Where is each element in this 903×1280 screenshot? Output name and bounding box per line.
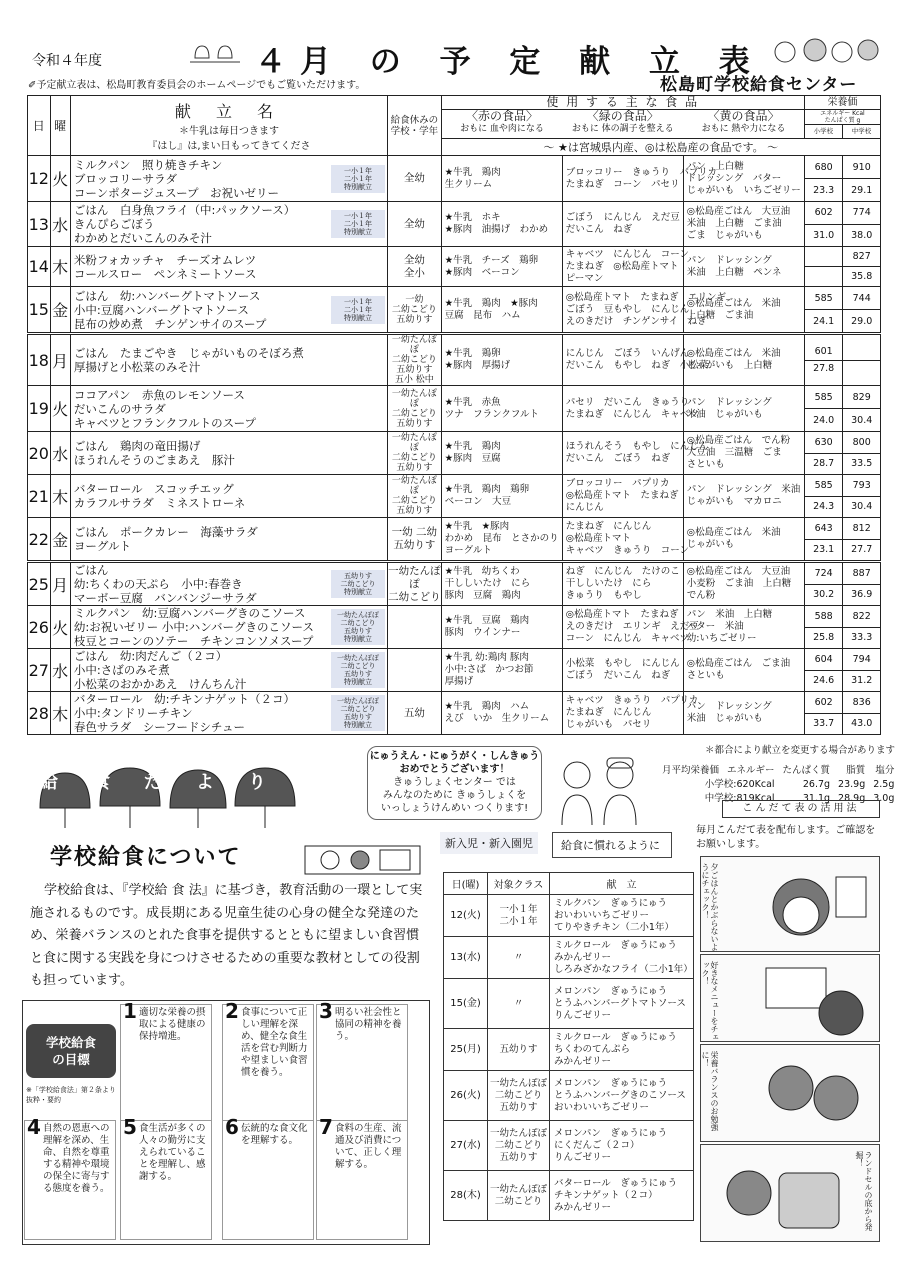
day-number: 12 (28, 156, 51, 202)
goal-item: 4 自然の恩恵への理解を深め、生命、自然を尊重する精神や環境の保全に寄与する態度を養う。 (24, 1120, 116, 1240)
elem-nutrition: 601 27.8 (804, 334, 843, 386)
red-foods: ★牛乳 幼ちくわ 干ししいたけ にら 豚肉 豆腐 鶏肉 (441, 562, 562, 606)
menu-row (28, 334, 881, 386)
red-foods: ★牛乳 ホキ ★豚肉 油揚げ わかめ (441, 202, 562, 247)
new-student-row: 13(水) 〃 ミルクロール ぎゅうにゅう みかんゼリー しろみざかなフライ（二小1年） (444, 937, 694, 979)
closed-classes: 一幼たんぽぽ 二幼こどり 五幼りす (388, 475, 442, 518)
meal-tray-icon (300, 838, 425, 878)
menu-dishes (70, 562, 387, 606)
menu-dishes (70, 247, 387, 287)
menu-row (28, 692, 881, 735)
dish-name: きんぴらごぼう (73, 217, 155, 231)
yellow-foods: ◎松島産ごはん 大豆油 小麦粉 ごま油 上白糖 でん粉 (683, 562, 804, 606)
day-number: 19 (28, 386, 51, 432)
goal-item: 5 食生活が多くの人々の勤労に支えられていることを理解し、感謝する。 (120, 1120, 212, 1240)
closed-classes: 一幼たんぽぽ 二幼こどり (388, 562, 442, 606)
special-menu-tag: 一小１年 二小１年 特別献立 (331, 165, 385, 193)
goal-item: 7 食料の生産、流通及び消費について、正しく理解する。 (316, 1120, 408, 1240)
red-foods: ★牛乳 鶏肉 ★豚肉 豆腐 (441, 432, 562, 475)
comic-backpack-icon (709, 1153, 849, 1238)
menu-row (28, 156, 881, 202)
special-menu-tag: 五幼りす 二幼こどり 特別献立 (331, 570, 385, 598)
weekday: 金 (50, 518, 70, 562)
green-foods: にんじん ごぼう いんげん だいこん もやし ねぎ 小松菜 (562, 334, 683, 386)
closed-classes: 一幼たんぽぽ 二幼こどり 五幼りす (388, 386, 442, 432)
special-menu-tag: 一小１年 二小１年 特別献立 (331, 296, 385, 324)
header-dow: 曜 (50, 96, 70, 156)
new-students-subtitle: 給食に慣れるように (552, 832, 672, 858)
dish-name: ごはん 鶏肉の竜田揚げ (73, 439, 201, 453)
elem-nutrition: 602 33.7 (804, 692, 843, 735)
comic-girl-icon (741, 867, 871, 947)
new-students-table: 日(曜) 対象クラス 献 立 12(火) 一小１年 二小１年 ミルクパン ぎゅうにゅう おいわいいちごゼリー てりやきチキン（二小1年） 13(水) 〃 ミルクロール ぎゅうにゅう みかんゼリー しろみざかなフライ（二小1年） 15(金) 〃 メロンパン ぎゅうにゅう とうふハンバーグトマトソース りんごゼリー 25(月) 五幼りす ミルクロール ぎゅうにゅう ちくわのてんぷら みかんゼリー 26(火) 一幼たんぽぽ 二幼こどり 五幼りす メロンパン ぎゅうにゅう とうふハンバーグきのこソース おいわいいちごゼリー 27(水) 一幼たんぽぽ 二幼こどり 五幼りす メロンパン ぎゅうにゅう にくだんご（２コ） りんごゼリー 28(木) 一幼たんぽぽ 二幼こどり バターロール ぎゅうにゅう チキンナゲット（２コ） みかんゼリー (443, 872, 694, 1221)
elem-nutrition: 588 25.8 (804, 606, 843, 649)
new-student-row: 26(火) 一幼たんぽぽ 二幼こどり 五幼りす メロンパン ぎゅうにゅう とうふハンバーグきのこソース おいわいいちごゼリー (444, 1071, 694, 1121)
new-student-row: 28(木) 一幼たんぽぽ 二幼こどり バターロール ぎゅうにゅう チキンナゲット（２コ） みかんゼリー (444, 1171, 694, 1221)
usage-title: こんだて表の活用法 (722, 800, 880, 818)
cloud-characters-icon (770, 38, 880, 70)
day-number: 13 (28, 202, 51, 247)
mid-nutrition: 827 35.8 (843, 247, 881, 287)
day-number: 21 (28, 475, 51, 518)
new-student-row: 12(火) 一小１年 二小１年 ミルクパン ぎゅうにゅう おいわいいちごゼリー てりやきチキン（二小1年） (444, 895, 694, 937)
mid-nutrition: 794 31.2 (843, 649, 881, 692)
congrats-bubble: にゅうえん・にゅうがく・しんきゅう おめでとうございます！ きゅうしょくセンター では みんなのために きゅうしょくを いっしょうけんめい つくります! (367, 746, 542, 820)
local-produce-note: ～ ★は宮城県内産、◎は松島産の食品です。 ～ (441, 139, 880, 156)
header-green: 〈緑の食品〉 (586, 109, 659, 123)
header-closed: 給食休みの学校・学年 (388, 96, 442, 156)
weekday: 木 (50, 475, 70, 518)
weekday: 木 (50, 247, 70, 287)
about-title: 学校給食について (50, 845, 242, 870)
dish-name: 昆布の炒め煮 チンゲンサイのスープ (73, 316, 267, 331)
closed-classes: 一幼 二幼こどり 五幼りす (388, 287, 442, 334)
menu-row (28, 606, 881, 649)
green-foods: ブロッコリー パプリカ ◎松島産トマト たまねぎ にんじん (562, 475, 683, 518)
dish-name: 米粉フォカッチャ チーズオムレツ (73, 252, 257, 267)
disclaimer: ＊都合により献立を変更する場合があります (705, 745, 896, 756)
closed-classes: 全幼 全小 (388, 247, 442, 287)
dish-name: ごはん 幼:ハンバーグトマトソース (73, 288, 261, 303)
mid-nutrition (843, 334, 881, 386)
green-foods: ◎松島産トマト たまねぎ えのきだけ エリンギ えだ豆 コーン にんじん キャベツ (562, 606, 683, 649)
menu-row (28, 386, 881, 432)
elem-nutrition: 585 24.3 (804, 475, 843, 518)
red-foods: ★牛乳 幼:鶏肉 豚肉 小中:さば かつお節 厚揚げ (441, 649, 562, 692)
dish-name: ごはん 白身魚フライ（中:パックソース） (73, 203, 296, 217)
dish-name: ごはん たまごやき じゃがいものそぼろ煮 (73, 346, 304, 360)
goals-badge: 学校給食 の目標 (26, 1024, 116, 1078)
dish-name: ココアパン 赤魚のレモンソース (73, 387, 245, 402)
goal-item: 3 明るい社会性と協同の精神を養う。 (316, 1004, 408, 1124)
green-foods: ブロッコリー きゅうり パプリカ たまねぎ コーン パセリ (562, 156, 683, 202)
comic-girls-icon (741, 1053, 871, 1138)
elem-nutrition: 585 24.1 (804, 287, 843, 334)
yellow-foods: ◎松島産ごはん 大豆油 米油 上白糖 ごま油 ごま じゃがいも (683, 202, 804, 247)
dish-name: コーンポタージュスープ お祝いゼリー (73, 185, 280, 200)
day-number: 14 (28, 247, 51, 287)
special-menu-tag: 一幼たんぽぽ 二幼こどり 五幼りす 特別献立 (331, 609, 385, 645)
menu-dishes (70, 432, 387, 475)
closed-classes: 一幼たんぽぽ 二幼こどり 五幼りす (388, 432, 442, 475)
day-number: 27 (28, 649, 51, 692)
weekday: 火 (50, 386, 70, 432)
mid-nutrition: 774 38.0 (843, 202, 881, 247)
closed-classes: 五幼 (388, 692, 442, 735)
menu-dishes (70, 334, 387, 386)
menu-dishes (70, 287, 387, 334)
new-students-title: 新入児・新入園児 (440, 832, 538, 854)
red-foods: ★牛乳 ★豚肉 わかめ 昆布 とさかのり ヨーグルト (441, 518, 562, 562)
closed-classes (388, 606, 442, 649)
comic-panel-3: 栄養バランスのお勉強に！ (700, 1044, 880, 1142)
mid-nutrition: 800 33.5 (843, 432, 881, 475)
special-menu-tag: 一幼たんぽぽ 二幼こどり 五幼りす 特別献立 (331, 695, 385, 731)
usage-text: 毎月こんだて表を配布します。ご確認をお願いします。 (696, 825, 876, 850)
dish-name: ごはん ポークカレー 海藻サラダ (73, 525, 258, 539)
dish-name: ミルクパン 幼:豆腐ハンバーグきのこソース (73, 606, 306, 620)
menu-table (27, 95, 881, 735)
weekday: 火 (50, 606, 70, 649)
chopsticks-note: 『はし』は,まい日もってきてくださ (147, 141, 311, 152)
header-day: 日 (28, 96, 51, 156)
weekday: 水 (50, 432, 70, 475)
red-foods: ★牛乳 鶏肉 ★豚肉 豆腐 昆布 ハム (441, 287, 562, 334)
menu-dishes (70, 202, 387, 247)
weekday: 月 (50, 334, 70, 386)
menu-row (28, 562, 881, 606)
yellow-foods: パン ドレッシング 米油 じゃがいも (683, 386, 804, 432)
page-title: ４月 の 予 定 献 立 表 (255, 44, 764, 80)
elem-nutrition: 680 23.3 (804, 156, 843, 202)
yellow-foods: ◎松島産ごはん 米油 じゃがいも 上白糖 (683, 334, 804, 386)
menu-dishes (70, 606, 387, 649)
menu-row (28, 518, 881, 562)
closed-classes: 全幼 (388, 156, 442, 202)
green-foods: 小松菜 もやし にんじん ごぼう だいこん ねぎ (562, 649, 683, 692)
comic-panel-2: 好きなメニューをチェック！ (700, 954, 880, 1042)
day-number: 15 (28, 287, 51, 334)
red-foods: ★牛乳 豆腐 鶏肉 豚肉 ウインナー (441, 606, 562, 649)
yellow-foods: パン ドレッシング 米油 じゃがいも マカロニ (683, 475, 804, 518)
elem-nutrition: 630 28.7 (804, 432, 843, 475)
green-foods: ◎松島産トマト たまねぎ エリンギ ごぼう 豆もやし にんじん えのきだけ チンゲンサイ ねぎ (562, 287, 683, 334)
weekday: 木 (50, 692, 70, 735)
yellow-foods: ◎松島産ごはん 米油 上白糖 ごま油 (683, 287, 804, 334)
yellow-foods: ◎松島産ごはん ごま油 さといも (683, 649, 804, 692)
dish-name: 幼:お祝いゼリー 小中:ハンバーグきのこソース (73, 620, 314, 634)
about-text: 学校給食は、『学校給 食 法』に基づき，教育活動の一環として実施されるものです。成長期にある児童生徒の心身の健全な発達のため、栄養バランスのとれた食事を提供するとともに望ましい食習慣と食に関する実践を身につけさせるための重要な教材としての役割も担っています。 (30, 883, 423, 988)
menu-dishes (70, 475, 387, 518)
closed-classes (388, 649, 442, 692)
dish-name: カラフルサラダ ミネストローネ (73, 496, 246, 510)
menu-dishes (70, 518, 387, 562)
day-number: 28 (28, 692, 51, 735)
mid-nutrition: 829 30.4 (843, 386, 881, 432)
weekday: 火 (50, 156, 70, 202)
dish-name: 小松菜のおかかあえ けんちん汁 (73, 677, 247, 691)
notice-text: ✐予定献立表は、松島町教育委員会のホームページでもご覧いただけます。 (28, 80, 366, 91)
weekday: 月 (50, 562, 70, 606)
dish-name: バターロール 幼:チキンナゲット（２コ） (73, 692, 295, 706)
header-yellow: 〈黄の食品〉 (707, 109, 780, 123)
menu-dishes (70, 649, 387, 692)
goals-reference: ※「学校給食法」第２条より 抜粋・要約 (26, 1086, 116, 1104)
mid-nutrition: 887 36.9 (843, 562, 881, 606)
day-number: 18 (28, 334, 51, 386)
green-foods: ねぎ にんじん たけのこ 干ししいたけ にら きゅうり もやし (562, 562, 683, 606)
elem-nutrition (804, 247, 843, 287)
elem-nutrition: 602 31.0 (804, 202, 843, 247)
dish-name: 枝豆とコーンのソテー チキンコンソメスープ (73, 634, 314, 648)
dish-name: 幼:ちくわの天ぷら 小中:春巻き (73, 577, 243, 591)
goal-item: 1 適切な栄養の摂取による健康の保持増進。 (120, 1004, 212, 1124)
new-student-row: 15(金) 〃 メロンパン ぎゅうにゅう とうふハンバーグトマトソース りんごゼリー (444, 979, 694, 1029)
mid-nutrition: 836 43.0 (843, 692, 881, 735)
yellow-foods: パン ドレッシング 米油 上白糖 ペンネ (683, 247, 804, 287)
menu-row (28, 202, 881, 247)
day-number: 22 (28, 518, 51, 562)
green-foods: たまねぎ にんじん ◎松島産トマト キャベツ きゅうり コーン (562, 518, 683, 562)
green-foods: キャベツ にんじん コーン たまねぎ ◎松島産トマト ピーマン (562, 247, 683, 287)
menu-dishes (70, 156, 387, 202)
dish-name: ごはん 幼:肉だんご（２コ） (73, 649, 228, 663)
red-foods: ★牛乳 鶏肉 ハム えび いか 生クリーム (441, 692, 562, 735)
green-foods: キャベツ きゅうり パプリカ たまねぎ にんじん じゃがいも パセリ (562, 692, 683, 735)
tulip-icon (190, 40, 240, 64)
goal-item: 6 伝統的な食文化を理解する。 (222, 1120, 314, 1240)
dish-name: ほうれんそうのごまあえ 豚汁 (73, 453, 235, 467)
closed-classes: 一幼 二幼 五幼りす (388, 518, 442, 562)
red-foods: ★牛乳 チーズ 鶏卵 ★豚肉 ベーコン (441, 247, 562, 287)
header-ingredients: 使 用 す る 主 な 食 品 〈赤の食品〉 おもに 血や肉になる 〈緑の食品〉 おもに 体の調子を整える 〈黄の食品〉 おもに 熱や力になる (441, 96, 804, 139)
comic-boy-icon (741, 963, 871, 1038)
dish-name: ヨーグルト (73, 539, 132, 553)
elem-nutrition: 604 24.6 (804, 649, 843, 692)
day-number: 26 (28, 606, 51, 649)
average-nutrition: 月平均栄養価 エネルギー たんぱく質 脂質 塩分 小学校:620Kcal 26.7g 23.9g 2.5g 中学校:819Kcal 31.1g 28.9g 3.0g (662, 765, 895, 804)
elem-nutrition: 585 24.0 (804, 386, 843, 432)
weekday: 水 (50, 649, 70, 692)
elem-nutrition: 724 30.2 (804, 562, 843, 606)
red-foods: ★牛乳 赤魚 ツナ フランクフルト (441, 386, 562, 432)
menu-row (28, 432, 881, 475)
menu-row (28, 475, 881, 518)
dish-name: 小中:豆腐ハンバーグトマトソース (73, 302, 249, 317)
red-foods: ★牛乳 鶏肉 鶏卵 ベーコン 大豆 (441, 475, 562, 518)
day-number: 25 (28, 562, 51, 606)
yellow-foods: パン 上白糖 ドレッシング バター じゃがいも いちごゼリー (683, 156, 804, 202)
milk-note: ＊牛乳は毎日つきます (178, 126, 279, 137)
school-year: 令和４年度 (32, 53, 102, 69)
dish-name: バターロール スコッチエッグ (73, 482, 234, 496)
menu-dishes (70, 386, 387, 432)
yellow-foods: パン ドレッシング 米油 じゃがいも (683, 692, 804, 735)
new-student-row: 27(水) 一幼たんぽぽ 二幼こどり 五幼りす メロンパン ぎゅうにゅう にくだんご（２コ） りんごゼリー (444, 1121, 694, 1171)
yellow-foods: ◎松島産ごはん でん粉 大豆油 三温糖 ごま さといも (683, 432, 804, 475)
dish-name: 厚揚げと小松菜のみそ汁 (73, 360, 201, 374)
comic-panel-4: ランドセルの底から発掘！ (700, 1144, 880, 1242)
mid-nutrition: 910 29.1 (843, 156, 881, 202)
dish-name: わかめとだいこんのみそ汁 (73, 231, 212, 245)
special-menu-tag: 一幼たんぽぽ 二幼こどり 五幼りす 特別献立 (331, 652, 385, 688)
special-menu-tag: 一小１年 二小１年 特別献立 (331, 210, 385, 238)
day-number: 20 (28, 432, 51, 475)
dish-name: だいこんのサラダ (73, 401, 166, 416)
header-red: 〈赤の食品〉 (465, 109, 538, 123)
comic-panel-1: 夕ごはんとかぶらないようにチェック！ (700, 856, 880, 952)
menu-dishes (70, 692, 387, 735)
green-foods: ほうれんそう もやし にんじん だいこん ごぼう ねぎ (562, 432, 683, 475)
dish-name: マーボー豆腐 バンバンジーサラダ (73, 591, 257, 605)
cooks-illustration-icon (552, 750, 647, 825)
mid-nutrition: 793 30.4 (843, 475, 881, 518)
mid-nutrition: 744 29.0 (843, 287, 881, 334)
dish-name: ブロッコリーサラダ (73, 171, 178, 186)
closed-classes: 一幼たんぽぽ 二幼こどり 五幼りす 五小 松中 (388, 334, 442, 386)
tayori-label: 給食だより４月 (40, 772, 404, 793)
menu-row (28, 287, 881, 334)
dish-name: ミルクパン 照り焼きチキン (73, 157, 223, 172)
green-foods: パセリ だいこん きゅうり たまねぎ にんじん キャベツ (562, 386, 683, 432)
red-foods: ★牛乳 鶏卵 ★豚肉 厚揚げ (441, 334, 562, 386)
dish-name: 春色サラダ シーフードシチュー (73, 720, 245, 734)
weekday: 金 (50, 287, 70, 334)
dish-name: コールスロー ペンネミートソース (73, 266, 257, 281)
mid-nutrition: 812 27.7 (843, 518, 881, 562)
header-menu-name (70, 96, 387, 156)
menu-row (28, 649, 881, 692)
green-foods: ごぼう にんじん えだ豆 だいこん ねぎ (562, 202, 683, 247)
goal-item: 2 食事について正しい理解を深め、健全な食生活を営む判断力や望ましい食習慣を養う。 (222, 1004, 314, 1124)
yellow-foods: パン 米油 上白糖 バター 米油 幼:いちごゼリー (683, 606, 804, 649)
weekday: 水 (50, 202, 70, 247)
red-foods: ★牛乳 鶏肉 生クリーム (441, 156, 562, 202)
closed-classes: 全幼 (388, 202, 442, 247)
dish-name: キャベツとフランクフルトのスープ (73, 415, 257, 430)
dish-name: 小中:さばのみそ煮 (73, 663, 170, 677)
menu-row (28, 247, 881, 287)
new-student-row: 25(月) 五幼りす ミルクロール ぎゅうにゅう ちくわのてんぷら みかんゼリー (444, 1029, 694, 1071)
dish-name: ごはん (73, 563, 109, 577)
elem-nutrition: 643 23.1 (804, 518, 843, 562)
header-nutrition: 栄養価 エネルギー Kcal たんぱく質 g 小学校 中学校 (804, 96, 880, 139)
menu-name-title: 献 立 名 (174, 102, 284, 121)
mid-nutrition: 822 33.3 (843, 606, 881, 649)
dish-name: 小中:タンドリーチキン (73, 706, 193, 720)
kitchen-name: 松島町学校給食センター (660, 75, 858, 95)
yellow-foods: ◎松島産ごはん 米油 じゃがいも (683, 518, 804, 562)
